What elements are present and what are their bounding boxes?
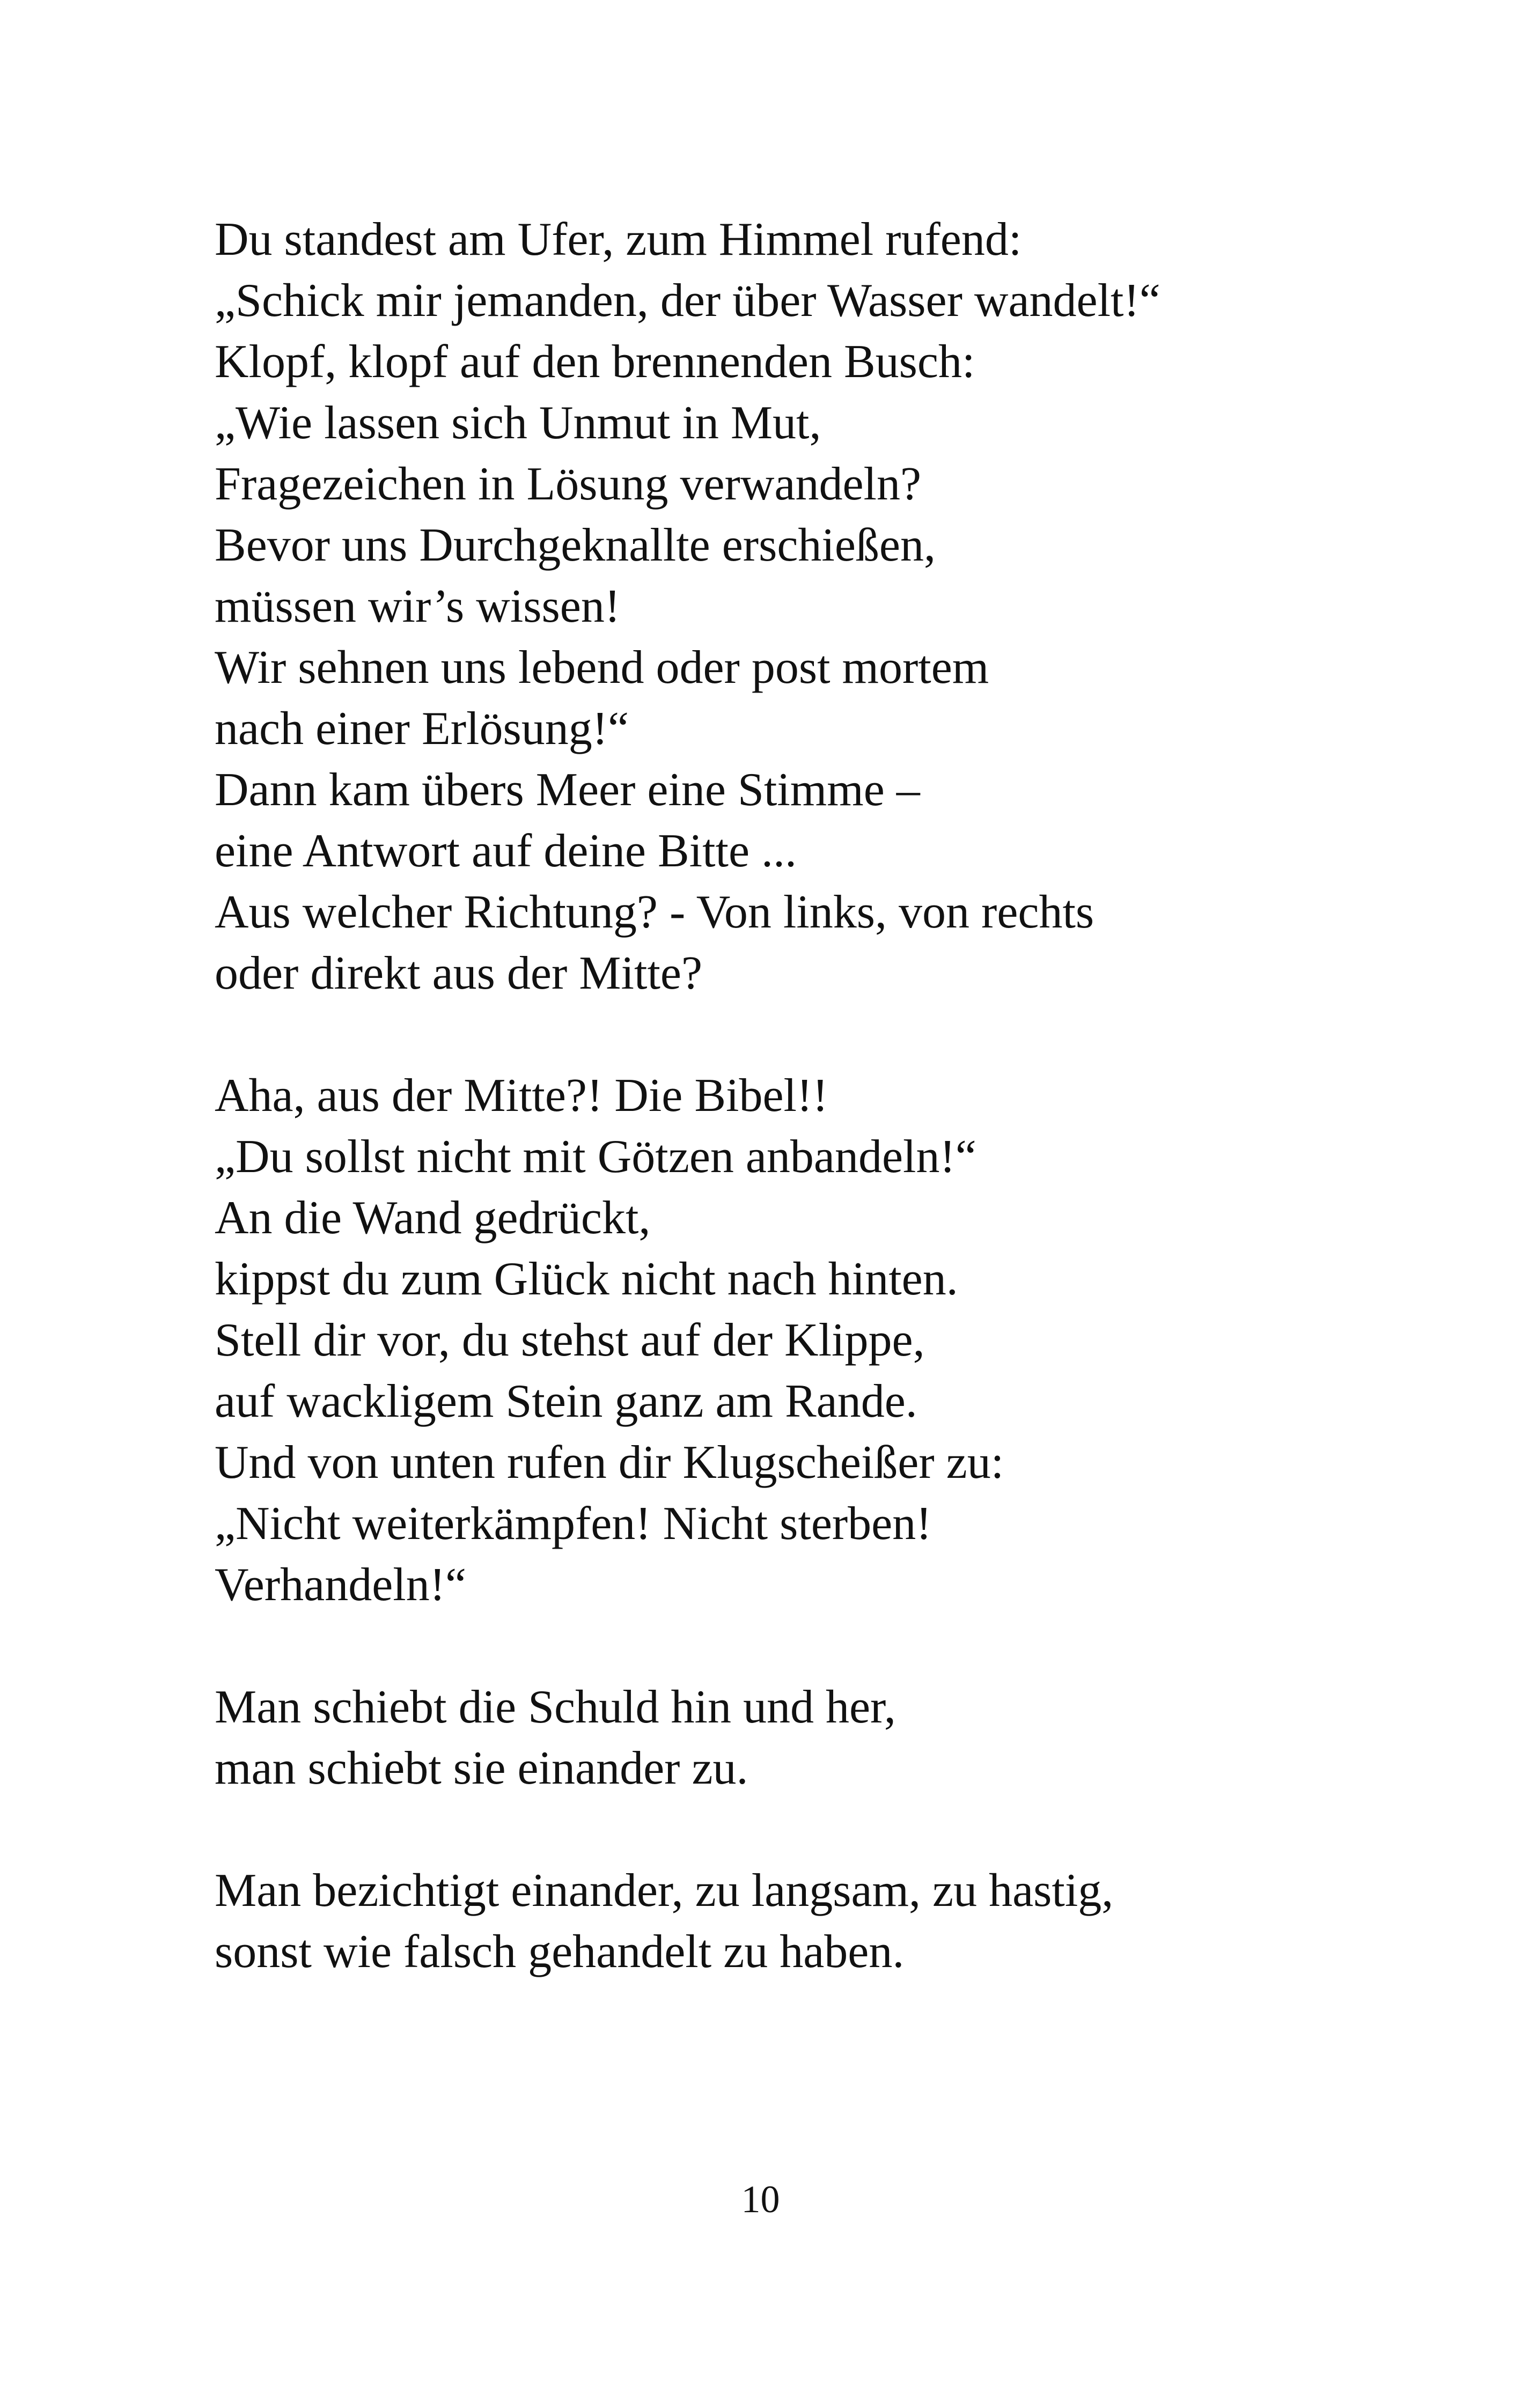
- poem-line: müssen wir’s wissen!: [215, 580, 621, 632]
- poem-line: Man schiebt die Schuld hin und her,: [215, 1681, 896, 1733]
- stanza-2: [215, 1065, 1395, 1616]
- poem-line: kippst du zum Glück nicht nach hinten.: [215, 1253, 958, 1305]
- poem-line: eine Antwort auf deine Bitte ...: [215, 825, 797, 877]
- poem-line: Wir sehnen uns lebend oder post mortem: [215, 642, 989, 694]
- poem-line: Klopf, klopf auf den brennenden Busch:: [215, 336, 975, 388]
- poem-text: [215, 209, 1395, 1983]
- poem-line: Du standest am Ufer, zum Himmel rufend:: [215, 213, 1022, 266]
- poem-line: nach einer Erlösung!“: [215, 703, 629, 755]
- poem-line: Stell dir vor, du stehst auf der Klippe,: [215, 1314, 925, 1366]
- poem-line: An die Wand gedrückt,: [215, 1192, 651, 1244]
- poem-line: „Nicht weiterkämpfen! Nicht sterben!: [215, 1498, 932, 1550]
- poem-line: Bevor uns Durchgeknallte erschießen,: [215, 519, 936, 571]
- poem-line: Fragezeichen in Lösung verwandeln?: [215, 458, 922, 510]
- stanza-3: [215, 1677, 1395, 1799]
- stanza-4: [215, 1860, 1395, 1983]
- poem-line: Aha, aus der Mitte?! Die Bibel!!: [215, 1070, 828, 1122]
- poem-line: „Schick mir jemanden, der über Wasser wandelt!“: [215, 275, 1160, 327]
- poem-line: oder direkt aus der Mitte?: [215, 947, 703, 999]
- page-number: 10: [741, 2178, 780, 2221]
- poem-line: „Du sollst nicht mit Götzen anbandeln!“: [215, 1131, 976, 1183]
- poem-line: Und von unten rufen dir Klugscheißer zu:: [215, 1437, 1004, 1489]
- poem-line: Man bezichtigt einander, zu langsam, zu hastig,: [215, 1865, 1114, 1917]
- poem-line: man schiebt sie einander zu.: [215, 1742, 748, 1794]
- poem-line: Dann kam übers Meer eine Stimme –: [215, 764, 920, 816]
- poem-line: auf wackligem Stein ganz am Rande.: [215, 1375, 917, 1427]
- poem-line: sonst wie falsch gehandelt zu haben.: [215, 1926, 905, 1978]
- poem-line: Aus welcher Richtung? - Von links, von rechts: [215, 886, 1094, 938]
- poem-line: Verhandeln!“: [215, 1559, 467, 1611]
- stanza-1: [215, 209, 1395, 1004]
- poem-line: „Wie lassen sich Unmut in Mut,: [215, 397, 821, 449]
